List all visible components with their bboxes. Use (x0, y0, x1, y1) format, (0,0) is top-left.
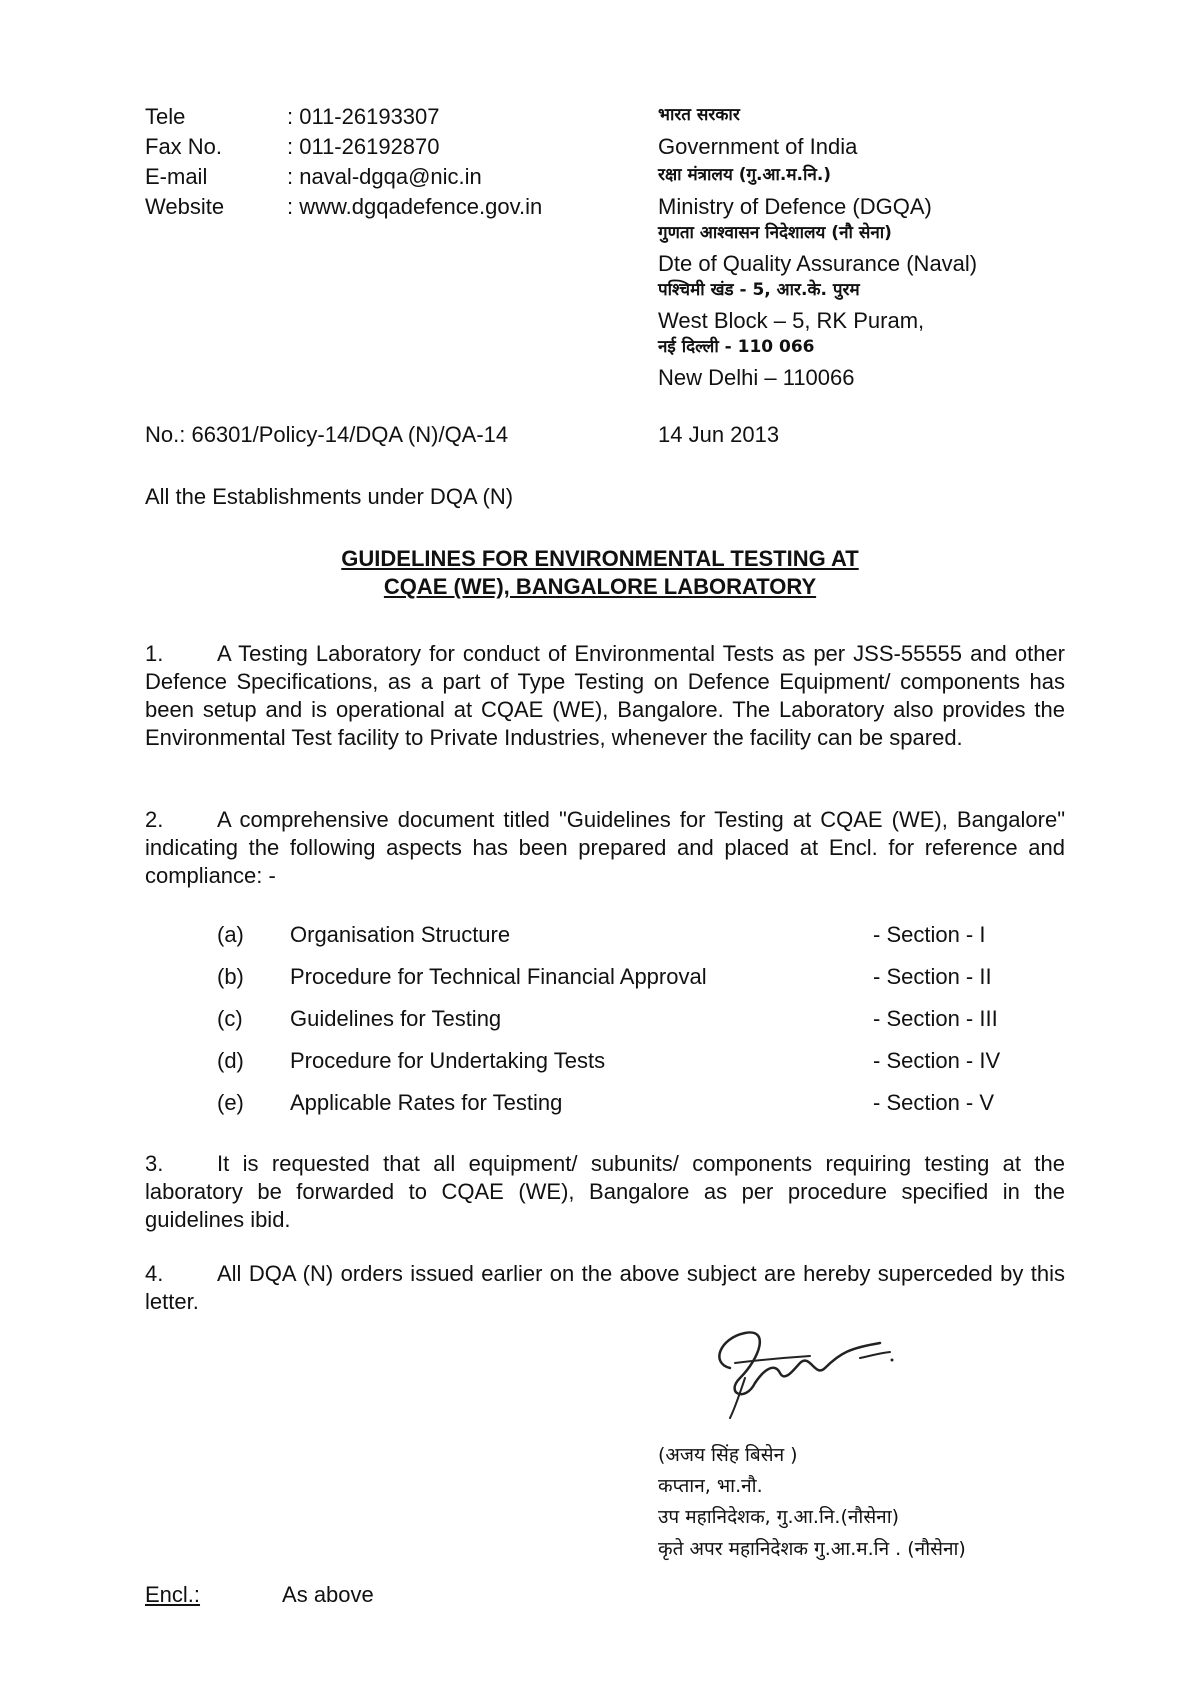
signatory-rank: कप्तान, भा.नौ. (658, 1475, 763, 1497)
addr-block: West Block – 5, RK Puram, (658, 308, 925, 333)
paragraph-2 (145, 806, 1065, 890)
handwritten-signature (700, 1308, 900, 1428)
list-index: (a) (217, 922, 244, 947)
subject-line-1: GUIDELINES FOR ENVIRONMENTAL TESTING AT (341, 546, 859, 571)
paragraph-number: 3. (145, 1151, 164, 1176)
contact-label: Website (145, 194, 225, 219)
list-item (145, 1048, 1065, 1078)
list-text: Procedure for Undertaking Tests (290, 1048, 606, 1073)
paragraph-number: 2. (145, 807, 164, 832)
contact-label: E-mail (145, 164, 208, 189)
signatory-name: (अजय सिंह बिसेन ) (658, 1444, 798, 1466)
contact-fax (145, 136, 440, 158)
org-hindi-govt: भारत सरकार (658, 105, 740, 125)
contact-label: Fax No. (145, 134, 223, 159)
paragraph-1 (145, 640, 1065, 752)
enclosure (145, 1584, 374, 1606)
signatory-designation: उप महानिदेशक, गु.आ.नि.(नौसेना) (658, 1506, 900, 1528)
list-index: (e) (217, 1090, 244, 1115)
addressee: All the Establishments under DQA (N) (145, 484, 514, 509)
org-hindi-dte: गुणता आश्वासन निदेशालय (नौ सेना) (658, 223, 892, 243)
list-item (145, 1006, 1065, 1036)
paragraph-number: 4. (145, 1261, 164, 1286)
list-item (145, 964, 1065, 994)
list-section: - Section - III (873, 1006, 998, 1031)
list-index: (c) (217, 1006, 243, 1031)
contact-value[interactable]: : naval-dgqa@nic.in (287, 164, 482, 189)
contact-value: : 011-26193307 (287, 104, 440, 129)
list-section: - Section - V (873, 1090, 995, 1115)
list-text: Procedure for Technical Financial Approval (290, 964, 707, 989)
list-item (145, 1090, 1065, 1120)
reference-number: No.: 66301/Policy-14/DQA (N)/QA-14 (145, 422, 509, 447)
list-index: (d) (217, 1048, 244, 1073)
list-section: - Section - I (873, 922, 986, 947)
list-text: Guidelines for Testing (290, 1006, 502, 1031)
contact-value[interactable]: : www.dgqadefence.gov.in (287, 194, 543, 219)
enclosure-label: Encl.: (145, 1582, 201, 1607)
list-item (145, 922, 1065, 952)
paragraph-text: A comprehensive document titled "Guidelines for Testing at CQAE (WE), Bangalore" indicating the following aspects has been prepared and placed at Encl. for reference and compliance: - (145, 807, 1065, 888)
list-section: - Section - IV (873, 1048, 1001, 1073)
subject-line-2: CQAE (WE), BANGALORE LABORATORY (383, 574, 817, 599)
contact-tele (145, 106, 440, 128)
enclosure-value: As above (282, 1582, 374, 1607)
contact-value: : 011-26192870 (287, 134, 440, 159)
contact-website (145, 196, 542, 218)
org-dte: Dte of Quality Assurance (Naval) (658, 251, 978, 276)
addr-hindi-block: पश्चिमी खंड - 5, आर.के. पुरम (658, 280, 860, 300)
org-hindi-ministry: रक्षा मंत्रालय (गु.आ.म.नि.) (658, 165, 832, 185)
org-govt: Government of India (658, 134, 858, 159)
list-text: Organisation Structure (290, 922, 511, 947)
reference-date: 14 Jun 2013 (658, 422, 780, 447)
list-index: (b) (217, 964, 244, 989)
org-ministry: Ministry of Defence (DGQA) (658, 194, 932, 219)
paragraph-text: It is requested that all equipment/ subunits/ components requiring testing at the laboratory be forwarded to CQAE (WE), Bangalore as per procedure specified in the guidelines ibid. (145, 1151, 1065, 1232)
list-section: - Section - II (873, 964, 992, 989)
paragraph-4 (145, 1260, 1065, 1316)
paragraph-text: A Testing Laboratory for conduct of Environmental Tests as per JSS-55555 and other Defence Specifications, as a part of Type Testing on Defence Equipment/ components has been setup and is operational at CQAE (WE), Bangalore. The Laboratory also provides the Environmental Test facility to Private Industries, whenever the facility can be spared. (145, 641, 1065, 750)
addr-hindi-city: नई दिल्ली - 110 066 (658, 337, 815, 357)
list-text: Applicable Rates for Testing (290, 1090, 563, 1115)
paragraph-number: 1. (145, 641, 164, 666)
addr-city: New Delhi – 110066 (658, 365, 855, 390)
contact-email (145, 166, 482, 188)
paragraph-text: All DQA (N) orders issued earlier on the above subject are hereby superceded by this letter. (145, 1261, 1065, 1314)
signatory-for: कृते अपर महानिदेशक गु.आ.म.नि . (नौसेना) (658, 1538, 966, 1560)
contact-label: Tele (145, 104, 186, 129)
paragraph-3 (145, 1150, 1065, 1234)
